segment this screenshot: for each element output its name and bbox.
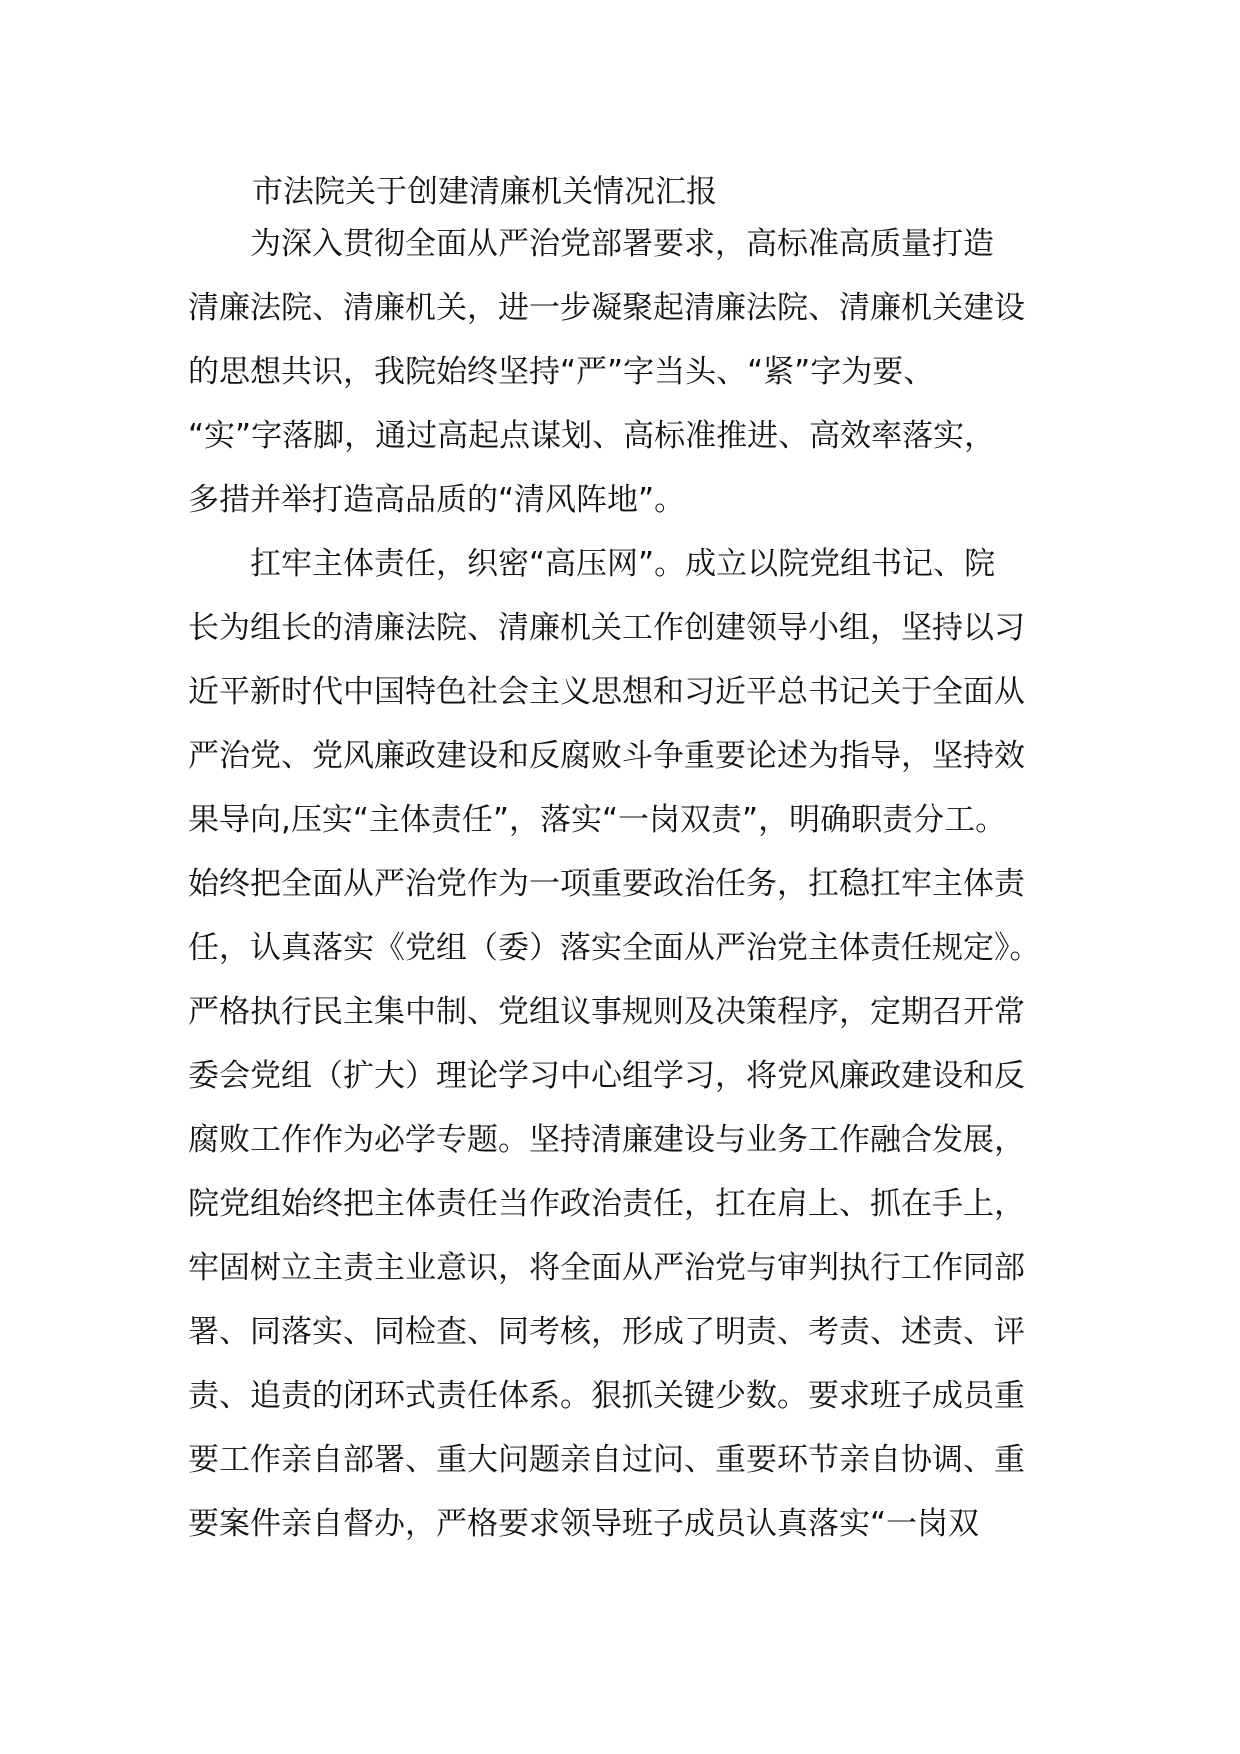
body-line: 扛牢主体责任，织密“高压网”。成立以院党组书记、院 bbox=[188, 546, 996, 582]
body-line: 近平新时代中国特色社会主义思想和习近平总书记关于全面从 bbox=[188, 674, 1025, 710]
body-line: 责、追责的闭环式责任体系。狠抓关键少数。要求班子成员重 bbox=[188, 1378, 1025, 1414]
document-title: 市法院关于创建清廉机关情况汇报 bbox=[252, 174, 717, 210]
body-line: 果导向,压实“主体责任”，落实“一岗双责”，明确职责分工。 bbox=[188, 802, 1007, 838]
body-line: 委会党组（扩大）理论学习中心组学习，将党风廉政建设和反 bbox=[188, 1058, 1025, 1094]
body-line: 院党组始终把主体责任当作政治责任，扛在肩上、抓在手上， bbox=[188, 1186, 1025, 1222]
body-line: 要案件亲自督办，严格要求领导班子成员认真落实“一岗双 bbox=[188, 1506, 980, 1542]
body-line: 任，认真落实《党组（委）落实全面从严治党主体责任规定》。 bbox=[188, 930, 1041, 966]
body-line: 清廉法院、清廉机关，进一步凝聚起清廉法院、清廉机关建设 bbox=[188, 290, 1025, 326]
body-line: 为深入贯彻全面从严治党部署要求，高标准高质量打造 bbox=[188, 226, 994, 262]
body-line: 严治党、党风廉政建设和反腐败斗争重要论述为指导，坚持效 bbox=[188, 738, 1025, 774]
body-line: 要工作亲自部署、重大问题亲自过问、重要环节亲自协调、重 bbox=[188, 1442, 1025, 1478]
body-line: 牢固树立主责主业意识，将全面从严治党与审判执行工作同部 bbox=[188, 1250, 1025, 1286]
body-line: 多措并举打造高品质的“清风阵地”。 bbox=[188, 482, 686, 518]
body-line: 始终把全面从严治党作为一项重要政治任务，扛稳扛牢主体责 bbox=[188, 866, 1025, 902]
body-line: 长为组长的清廉法院、清廉机关工作创建领导小组，坚持以习 bbox=[188, 610, 1025, 646]
body-line: 严格执行民主集中制、党组议事规则及决策程序，定期召开常 bbox=[188, 994, 1025, 1030]
body-line: 署、同落实、同检查、同考核，形成了明责、考责、述责、评 bbox=[188, 1314, 1025, 1350]
body-line: 腐败工作作为必学专题。坚持清廉建设与业务工作融合发展， bbox=[188, 1122, 1025, 1158]
body-line: “实”字落脚，通过高起点谋划、高标准推进、高效率落实， bbox=[188, 418, 996, 454]
body-line: 的思想共识，我院始终坚持“严”字当头、“紧”字为要、 bbox=[188, 354, 935, 390]
